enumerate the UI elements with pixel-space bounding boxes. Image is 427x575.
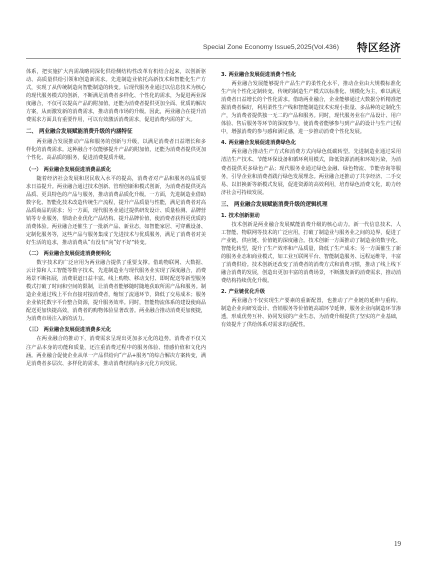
right-column <box>221 68 401 329</box>
heading-number: 3. <box>221 72 227 78</box>
masthead <box>0 40 427 54</box>
subsection-heading <box>221 139 401 147</box>
section-heading <box>26 128 206 136</box>
heading-number: （二） <box>26 250 42 257</box>
subsection-heading <box>221 212 401 220</box>
left-column <box>26 68 206 368</box>
heading-number: 4. <box>221 140 227 147</box>
heading-number: 二、 <box>26 129 38 136</box>
journal-issue-line: Special Zone Economy Issue5,2025(Vol.436) <box>202 44 339 51</box>
heading-text: 两业融合发展促进消费品质化 <box>43 166 112 173</box>
heading-number: 三、 <box>221 201 233 208</box>
body-paragraph: 两业融合不仅实现生产要素的重新配置，也推动了产业链的延伸与重构。制造企业向研发设计、营销服务等价值链高端环节延伸，服务企业向制造环节渗透，形成优势互补、协同发展的产业生态，为消费升级提供了坚实的产业基础，有效提升了供给体系对需求的适配性。 <box>221 298 401 329</box>
heading-text: 两业融合发展促进消费便利化 <box>43 250 112 257</box>
page-number: 19 <box>394 540 401 548</box>
body-paragraph: 两业融合发展推动产品和服务的创新与升级，以满足消费者日益增长和多样化的消费需求。这种融合不仅能够提升产品的附加值，还能为消费者提供更加个性化、高品质的服务，促进消费提质升级。 <box>26 139 206 162</box>
journal-logo: 特区经济 <box>357 42 401 54</box>
subsection-heading <box>26 250 206 258</box>
heading-text: 两业融合发展赋能消费升级的逻辑机理 <box>234 201 328 208</box>
body-paragraph: 在两业融合的推动下，消费需求呈现出更加多元化的趋势。消费者不仅关注产品本身的功能和质量，还注重消费过程中的服务体验、情感价值和文化内涵。两业融合促使企业从单一产品供给向“产品+服务”的综合解决方案转变，满足消费者多层次、多样化的需求，推动消费结构向多元化方向发展。 <box>26 336 206 367</box>
body-paragraph: 两业融合发展能够提升产品生产的柔性化水平，推动企业由大规模标准化生产向个性化定制转变。传统的制造生产模式以标准化、规模化为主，难以满足消费者日益增长的个性化需求。借助两业融合，企业能够通过大数据分析精准把握消费者偏好，利用柔性生产线和智能制造技术实现小批量、多品种的定制化生产，为消费者提供独一无二的产品和服务。同时，现代服务业在产品设计、用户体验、售后服务等环节的深度参与，使消费者能够参与到产品的设计与生产过程中，增强消费的参与感和满足感，进一步推动消费个性化发展。 <box>221 81 401 136</box>
heading-text: 技术创新驱动 <box>228 212 260 219</box>
body-paragraph: 体系，把实施扩大内需战略同深化供给侧结构性改革有机结合起来，以创新驱动、高质量供给引领和创造新需求。先进制造业依托高新技术和智能化生产方式，实现了从传统制造向智能制造的转变。后现代服务业通过以信息技术为核心的现代服务模式的创新，不断满足消费者多样化、个性化的需求，为促进两业深度融合，不仅可以提高产品的附加值，还能为消费者提供更加全面、优质的解决方案，从而激发新的消费需求，推动消费市场的升级。因此，两业融合在提升消费需求方面具有重要作用，可以有效激活消费需求，促进消费内需的扩大。 <box>26 69 206 124</box>
section-heading <box>221 201 401 209</box>
subsection-heading <box>26 326 206 334</box>
subsection-heading <box>221 71 401 79</box>
heading-text: 两业融合发展促进消费绿色化 <box>228 140 297 147</box>
heading-number: 1. <box>221 212 227 219</box>
heading-number: 2. <box>221 289 227 296</box>
heading-number: （一） <box>26 166 42 173</box>
body-paragraph: 随着经济社会发展和居民收入水平的提高，消费者对产品和服务的品质要求日益提升。两业融合通过技术创新、管理创新和模式创新，为消费者提供更高品质、更具特色的产品与服务，推动消费品质化升级。一方面，先进制造业借助数字化、智能化技术改造传统生产流程，提升产品质量与性能，满足消费者对高品质商品的需求；另一方面，现代服务业通过提供研发设计、质量检测、品牌营销等专业服务，帮助企业优化产品结构、提升品牌价值，使消费者获得更优质的消费体验。两业融合还催生了一批新产品、新业态，如智能家居、可穿戴设备、定制化服务等，这些产品与服务集成了先进技术与优质服务，满足了消费者对美好生活的追求，推动消费从“有没有”向“好不好”转变。 <box>26 175 206 246</box>
heading-number: （三） <box>26 327 42 334</box>
body-paragraph: 两业融合推动生产方式和消费方式向绿色低碳转型。先进制造业通过采用清洁生产技术、节能环保设备和循环利用模式，降低资源消耗和环境污染，为消费者提供更多绿色产品；现代服务业通过绿色金融、绿色物流、节能咨询等服务，引导企业和消费者践行绿色发展理念。两业融合还推动了共享经济、二手交易、以旧换新等新模式发展，促进资源的高效利用，培育绿色消费文化，助力经济社会可持续发展。 <box>221 149 401 196</box>
body-paragraph: 技术创新是两业融合发展赋能消费升级的核心动力。新一代信息技术、人工智能、物联网等技术的广泛应用，打破了制造业与服务业之间的边界，促进了产业链、供应链、价值链的深度融合。技术创新一方面推动了制造业的数字化、智能化转型，提升了生产效率和产品质量，降低了生产成本；另一方面催生了新的服务业态和商业模式，如工业互联网平台、智能制造服务、远程运维等，丰富了消费供给。技术创新还改变了消费者的消费方式和消费习惯，推动了线上线下融合消费的发展，创造出更加丰富的消费场景，不断激发新的消费需求，推动消费结构持续优化升级。 <box>221 221 401 285</box>
heading-text: 两业融合发展促进消费个性化 <box>228 72 297 78</box>
heading-text: 两业融合发展赋能消费升级的内涵特征 <box>39 129 133 136</box>
body-paragraph: 数字技术的广泛应用为两业融合提供了重要支撑。借助物联网、大数据、云计算和人工智能等数字技术，先进制造业与现代服务业实现了深度融合，消费场景不断拓展，消费渠道日益丰富。线上购物、移动支付、即时配送等新型服务模式打破了时间和空间的限制，让消费者能够随时随地获取所需产品和服务。制造企业通过线上平台直接对接消费者，缩短了流通环节，降低了交易成本；服务企业依托数字平台整合资源，提升服务效率。同时，智能物流体系的建设使商品配送更加快捷高效，消费者的购物体验显著改善。两业融合推动消费更加便捷，为消费市场注入新的活力。 <box>26 260 206 323</box>
heading-text: 两业融合发展促进消费多元化 <box>43 327 112 334</box>
heading-text: 产业链优化升级 <box>228 289 265 296</box>
subsection-heading <box>221 288 401 296</box>
subsection-heading <box>26 166 206 174</box>
header-divider <box>26 58 401 59</box>
